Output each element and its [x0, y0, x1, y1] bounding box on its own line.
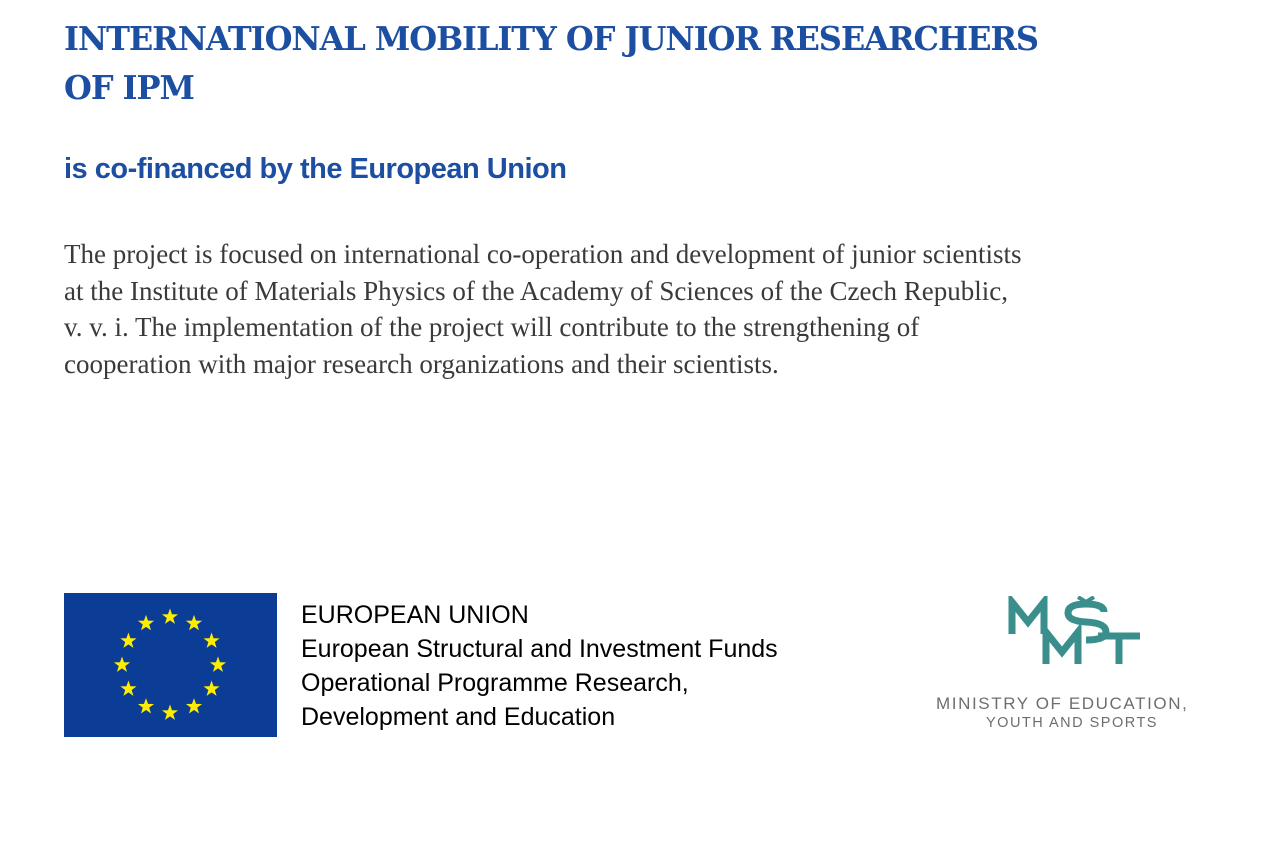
eu-text-line-2: European Structural and Investment Funds: [301, 635, 778, 663]
page-title: [64, 14, 1038, 112]
eu-star-icon: [120, 633, 136, 648]
eu-star-icon: [120, 681, 136, 696]
title-line-1: INTERNATIONAL MOBILITY OF JUNIOR RESEARCHERS: [64, 19, 1038, 58]
page-subtitle: is co-financed by the European Union: [64, 153, 567, 185]
eu-star-icon: [138, 615, 154, 630]
eu-funding-text: [301, 598, 778, 734]
eu-star-icon: [203, 681, 219, 696]
eu-star-icon: [186, 698, 202, 713]
eu-text-line-4: Development and Education: [301, 703, 616, 731]
ministry-name-line-2: YOUTH AND SPORTS: [986, 715, 1158, 731]
ministry-logo-block: [920, 596, 1230, 746]
msmt-logo-icon: [1006, 596, 1146, 668]
eu-text-line-1: EUROPEAN UNION: [301, 601, 529, 629]
eu-star-icon: [186, 615, 202, 630]
description-line-1: The project is focused on international co-operation and development of junior scientists: [64, 239, 1022, 269]
eu-text-line-3: Operational Programme Research,: [301, 669, 689, 697]
project-description: [64, 236, 1021, 382]
eu-star-icon: [210, 657, 226, 672]
eu-stars-graphic: [64, 593, 277, 737]
eu-star-icon: [138, 698, 154, 713]
eu-star-icon: [203, 633, 219, 648]
description-line-3: v. v. i. The implementation of the project will contribute to the strengthening of: [64, 312, 920, 342]
eu-star-icon: [114, 657, 130, 672]
eu-star-icon: [162, 609, 178, 624]
description-line-2: at the Institute of Materials Physics of the Academy of Sciences of the Czech Republic,: [64, 275, 1008, 306]
title-line-2: OF IPM: [64, 68, 194, 107]
eu-star-icon: [162, 705, 178, 720]
description-line-4: cooperation with major research organizations and their scientists.: [64, 348, 779, 379]
eu-flag-icon: [64, 593, 277, 737]
ministry-name-line-1: MINISTRY OF EDUCATION,: [936, 694, 1189, 713]
